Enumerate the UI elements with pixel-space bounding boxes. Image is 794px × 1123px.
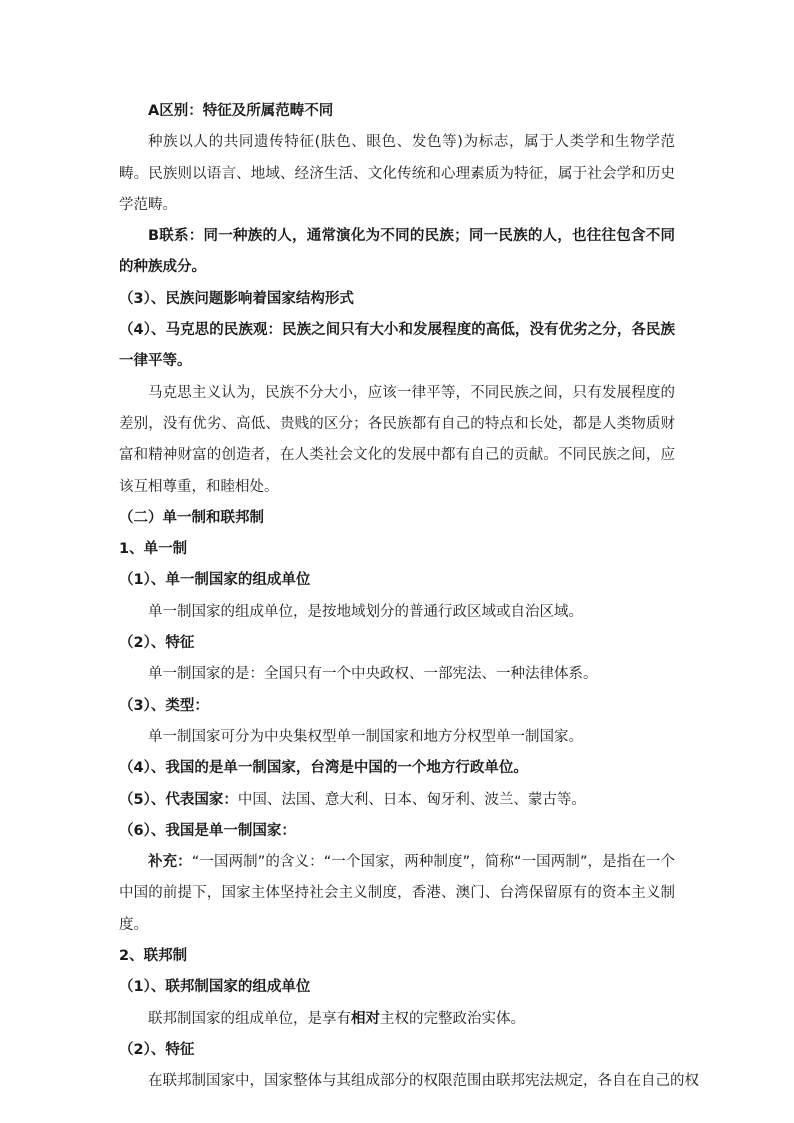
unitary-4-heading: （4）、我国的是单一制国家，台湾是中国的一个地方行政单位。 [119, 760, 528, 777]
item-4-heading: （4）、马克思的民族观：民族之间只有大小和发展程度的高低，没有优劣之分，各民族一律平等。 [119, 322, 675, 370]
item-4-paragraph: 马克思主义认为，民族不分大小，应该一律平等，不同民族之间，只有发展程度的差别，没有优劣、高低、贵贱的区分；各民族都有自己的特点和长处，都是人类物质财富和精神财富的创造者，在人类社会文化的发展中都有自己的贡献。不同民族之间，应该互相尊重，和睦相处。 [119, 384, 675, 495]
unitary-1-text: 单一制国家的组成单位，是按地域划分的普通行政区域或自治区域。 [148, 603, 583, 620]
federal-1-text [119, 1004, 675, 1035]
unitary-5-line [119, 785, 675, 816]
supplement-text: “一国两制”的含义：“一个国家，两种制度”，简称“一国两制”，是指在一个中国的前提下，国家主体坚持社会主义制度，香港、澳门、台湾保留原有的资本主义制度。 [119, 854, 676, 933]
federal-1-text-c: 主权的完整政治实体。 [380, 1010, 525, 1027]
unitary-2-heading: （2）、特征 [119, 635, 195, 652]
federal-1-text-a: 联邦制国家的组成单位，是享有 [148, 1010, 351, 1027]
unitary-heading: 1、单一制 [119, 541, 188, 558]
supplement-paragraph [119, 847, 675, 941]
federal-1-text-emphasis: 相对 [351, 1010, 380, 1027]
unitary-3-text: 单一制国家可分为中央集权型单一制国家和地方分权型单一制国家。 [148, 728, 583, 745]
unitary-5-heading: （5）、代表国家： [119, 791, 238, 808]
item-3-heading: （3）、民族问题影响着国家结构形式 [119, 290, 354, 307]
federal-2-text: 在联邦制国家中，国家整体与其组成部分的权限范围由联邦宪法规定，各自在自己的权 [148, 1073, 699, 1090]
unitary-6-heading: （6）、我国是单一制国家： [119, 822, 296, 839]
federal-heading: 2、联邦制 [119, 948, 188, 965]
federal-2-heading: （2）、特征 [119, 1041, 195, 1058]
section-2-heading: （二）单一制和联邦制 [119, 509, 264, 526]
supplement-label: 补充： [148, 854, 192, 871]
federal-1-heading: （1）、联邦制国家的组成单位 [119, 979, 311, 996]
unitary-5-text: 中国、法国、意大利、日本、匈牙利、波兰、蒙古等。 [237, 791, 586, 808]
unitary-3-heading: （3）、类型： [119, 697, 209, 714]
a-difference-heading: A区别：特征及所属范畴不同 [148, 103, 334, 119]
unitary-1-heading: （1）、单一制国家的组成单位 [119, 572, 311, 589]
a-difference-paragraph: 种族以人的共同遗传特征(肤色、眼色、发色等)为标志，属于人类学和生物学范畴。民族则以语言、地域、经济生活、文化传统和心理素质为特征，属于社会学和历史学范畴。 [119, 134, 675, 213]
b-link-paragraph: B联系：同一种族的人，通常演化为不同的民族；同一民族的人，也往往包含不同的种族成分。 [119, 228, 675, 276]
unitary-2-text: 单一制国家的是：全国只有一个中央政权、一部宪法、一种法律体系。 [148, 666, 598, 683]
